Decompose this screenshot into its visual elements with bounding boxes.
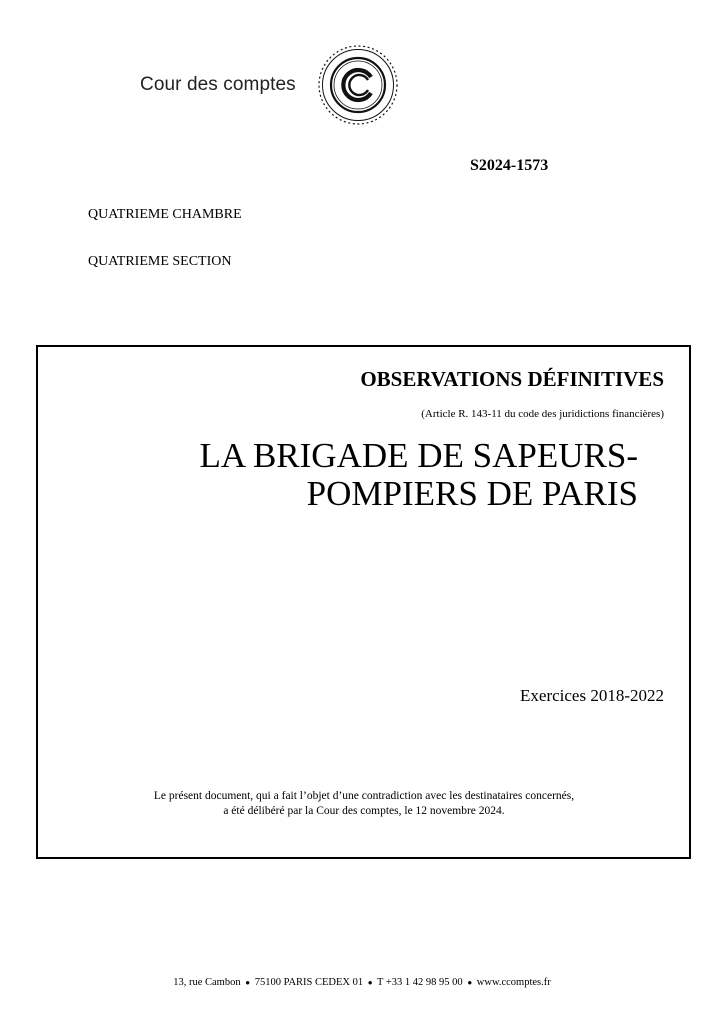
report-title [118, 437, 638, 513]
chamber-label: QUATRIEME CHAMBRE [88, 207, 242, 222]
cover-frame [36, 345, 691, 859]
footer-separator-icon: ● [245, 978, 251, 988]
deliberation-notice [36, 789, 692, 819]
section-label: QUATRIEME SECTION [88, 254, 232, 269]
report-title-line-2: POMPIERS DE PARIS [306, 474, 638, 513]
footer-website-link[interactable]: www.ccomptes.fr [476, 977, 551, 988]
cover-heading: OBSERVATIONS DÉFINITIVES [360, 367, 664, 391]
footer-address: 13, rue Cambon [173, 977, 241, 988]
footer-phone: T +33 1 42 98 95 00 [377, 977, 463, 988]
notice-line-2: a été délibéré par la Cour des comptes, le 12 novembre 2024. [223, 805, 505, 817]
footer-contact [0, 977, 724, 988]
fiscal-periods: Exercices 2018-2022 [520, 686, 664, 705]
footer-city: 75100 PARIS CEDEX 01 [254, 977, 364, 988]
legal-basis: (Article R. 143-11 du code des juridictions financières) [421, 408, 664, 420]
document-reference: S2024-1573 [470, 157, 549, 174]
footer-separator-icon: ● [467, 978, 473, 988]
institution-name: Cour des comptes [140, 74, 296, 95]
notice-line-1: Le présent document, qui a fait l’objet d’une contradiction avec les destinataires concernés, [153, 790, 575, 802]
cour-des-comptes-seal-icon [317, 44, 399, 126]
footer-separator-icon: ● [367, 978, 373, 988]
report-title-line-1: LA BRIGADE DE SAPEURS- [199, 436, 638, 475]
